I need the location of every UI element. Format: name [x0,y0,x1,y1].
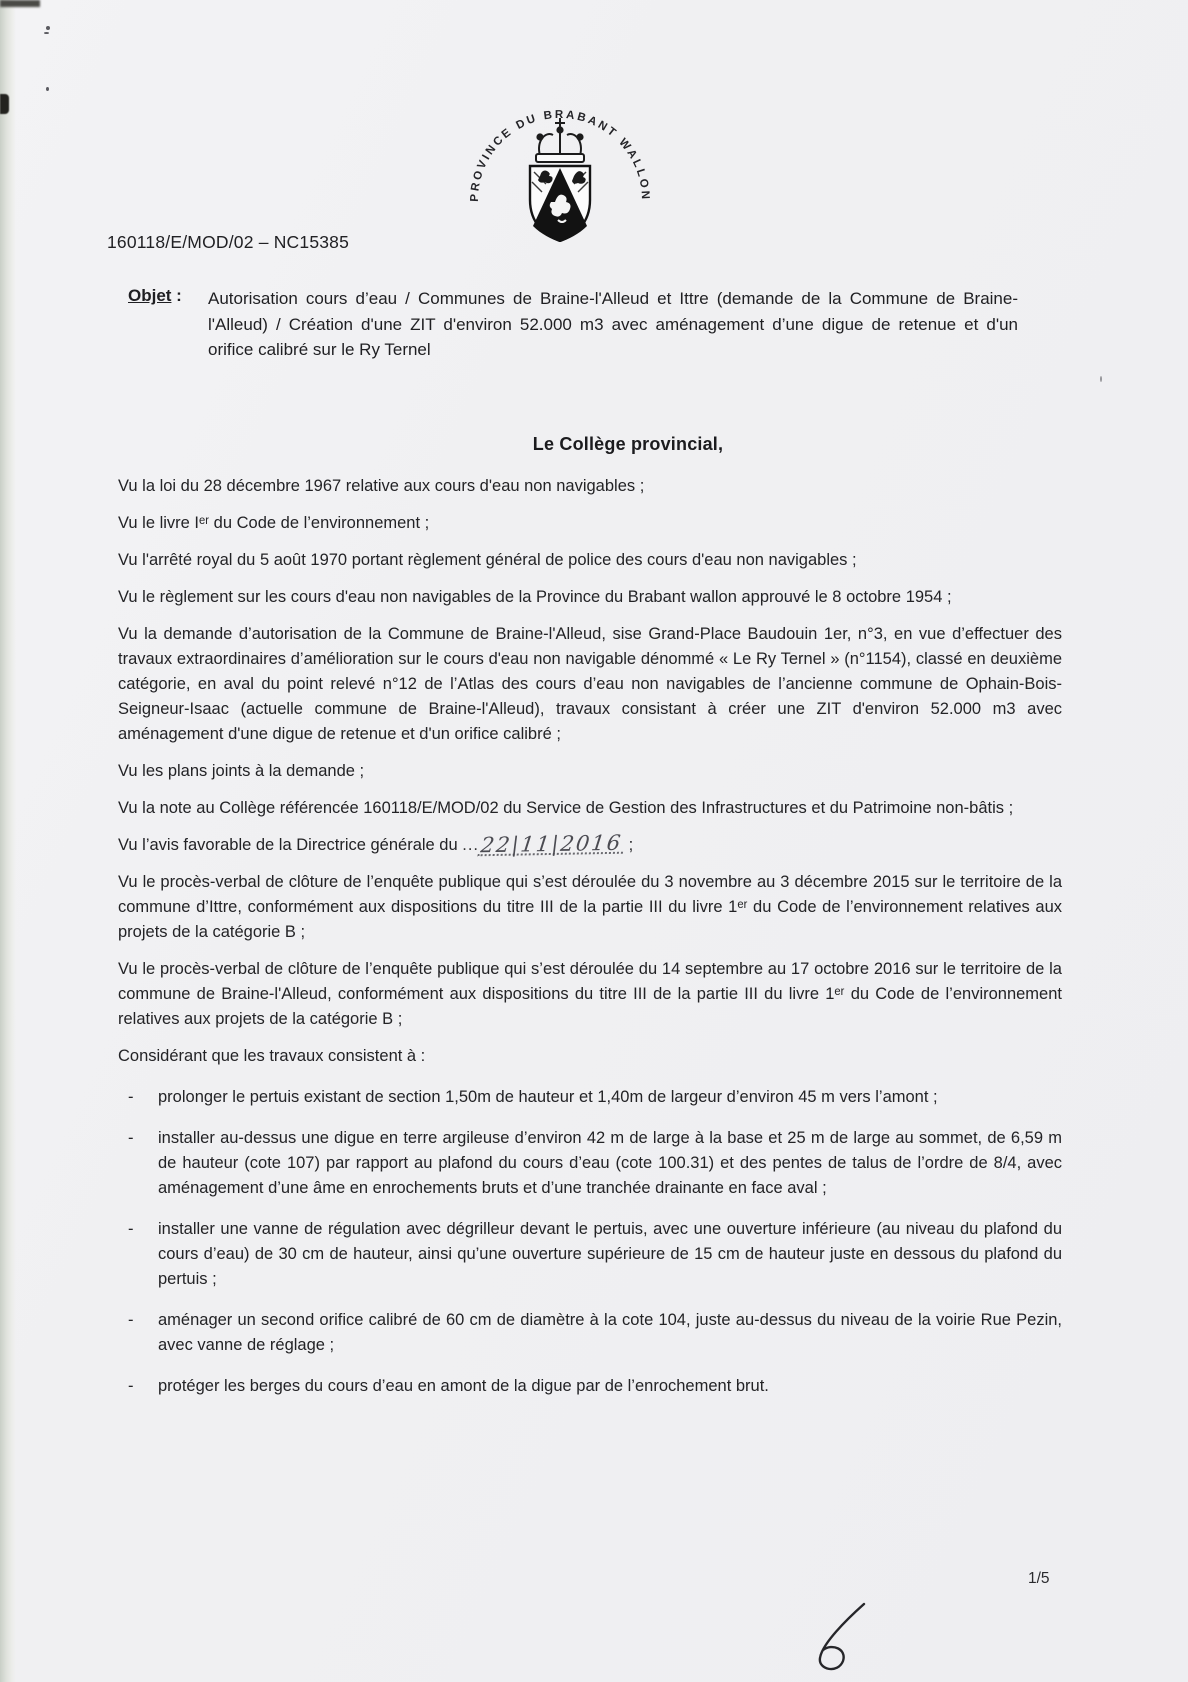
crown-icon [536,118,584,162]
objet-label: Objet [128,286,172,305]
shield-icon [530,166,590,242]
objet-text: Autorisation cours d’eau / Communes de Braine-l'Alleud et Ittre (demande de la Commune de Braine-l'Alleud) / Création d'une ZIT d'environ 52.000 m3 avec aménagement d’une digue de retenue et d'un orifice calibré sur le Ry Ternel [208,289,1018,359]
recital-demande-autorisation: Vu la demande d’autorisation de la Commune de Braine-l'Alleud, sise Grand-Place Baudouin 1er, n°3, en vue d’effectuer des travaux extraordinaires d’amélioration sur le cours d'eau non navigable dénommé « Le Ry Ternel » (n°1154), classé en deuxième catégorie, en aval du point relevé n°12 de l’Atlas des cours d’eau non navigables de l’ancienne commune de Ophain-Bois-Seigneur-Isaac (actuelle commune de Braine-l'Alleud), travaux consistant à créer une ZIT d'environ 52.000 m3 avec aménagement d'une digue de retenue et d'un orifice calibré ; [118,625,1062,743]
bullet-dash: - [128,1129,134,1147]
objet-label-column [128,286,208,363]
reference-number: 160118/E/MOD/02 – NC15385 [107,232,350,252]
avis-suffix: ; [624,836,634,854]
dotted-leader: ... [462,836,480,854]
recital-code-environnement: Vu le livre Iᵉʳ du Code de l’environnement ; [118,514,430,532]
handwritten-date: 22|11|2016 [479,830,624,858]
recital-note-college: Vu la note au Collège référencée 160118/E/MOD/02 du Service de Gestion des Infrastructures et du Patrimoine non-bâtis ; [118,799,1014,817]
bullet-dash: - [128,1311,134,1329]
recital-law-1967: Vu la loi du 28 décembre 1967 relative aux cours d'eau non navigables ; [118,477,645,495]
objet-block [128,286,1018,363]
scan-left-edge [0,0,16,1682]
objet-colon: : [171,286,182,305]
work-item-vanne: - installer une vanne de régulation avec dégrilleur devant le pertuis, avec une ouverture inférieure (au niveau du plafond du cours d’eau) de 30 cm de hauteur, ainsi qu’une ouverture supérieure de 15 cm de hauteur juste en dessous du plafond du pertuis ; [128,1217,1062,1292]
bullet-dash: - [128,1220,134,1238]
work-item-pertuis: - prolonger le pertuis existant de section 1,50m de hauteur et 1,40m de largeur d’environ 45 m vers l’amont ; [128,1085,1062,1110]
scan-speck [46,87,49,91]
bullet-dash: - [128,1377,134,1395]
recital-avis-favorable [118,830,1062,858]
document-title: Le Collège provincial, [532,434,724,454]
scan-edge-blob [0,94,9,114]
scan-top-edge-mark [0,0,40,7]
handwritten-page-number [800,1598,878,1678]
coat-of-arms-icon [462,90,658,242]
recital-arrete-royal: Vu l'arrêté royal du 5 août 1970 portant règlement général de police des cours d'eau non navigables ; [118,551,857,569]
handwritten-six-icon [800,1598,878,1678]
work-item-berges: - protéger les berges du cours d’eau en amont de la digue par de l’enrochement brut. [128,1374,1062,1399]
scan-speck [1100,376,1102,382]
recital-enquete-ittre: Vu le procès-verbal de clôture de l’enquête publique qui s’est déroulée du 3 novembre au 3 décembre 2015 sur le territoire de la commune d’Ittre, conformément aux dispositions du titre III de la partie III du livre 1ᵉʳ du Code de l’environnement relatives aux projets de la catégorie B ; [118,873,1062,941]
page-number: 1/5 [1028,1570,1050,1587]
work-item-orifice: - aménager un second orifice calibré de 60 cm de diamètre à la cote 104, juste au-dessus du niveau de la voirie Rue Pezin, avec vanne de réglage ; [128,1308,1062,1358]
scan-speck [44,32,49,34]
recital-enquete-braine: Vu le procès-verbal de clôture de l’enquête publique qui s’est déroulée du 14 septembre au 17 octobre 2016 sur le territoire de la commune de Braine-l'Alleud, conformément aux dispositions du titre III de la partie III du livre 1ᵉʳ du Code de l’environnement relatives aux projets de la catégorie B ; [118,960,1062,1028]
recital-plans: Vu les plans joints à la demande ; [118,762,365,780]
provincial-coat-of-arms [462,90,658,242]
recital-reglement-1954: Vu le règlement sur les cours d'eau non navigables de la Province du Brabant wallon approuvé le 8 octobre 1954 ; [118,588,952,606]
bullet-dash: - [128,1088,134,1106]
considerant-intro: Considérant que les travaux consistent à : [118,1047,426,1065]
avis-prefix: Vu l’avis favorable de la Directrice générale du [118,836,463,854]
crest-curved-text: PROVINCE DU BRABANT WALLON [468,109,652,202]
work-item-digue: - installer au-dessus une digue en terre argileuse d’environ 42 m de large à la base et 25 m de large au sommet, de 6,59 m de hauteur (cote 107) par rapport au plafond du cours d’eau (cote 100.31) et des pentes de talus de l’ordre de 8/4, avec aménagement d’une âme en enrochements bruts et d’une tranchée drainante en face aval ; [128,1126,1062,1201]
document-body [118,474,1062,1415]
scan-speck [46,26,50,30]
